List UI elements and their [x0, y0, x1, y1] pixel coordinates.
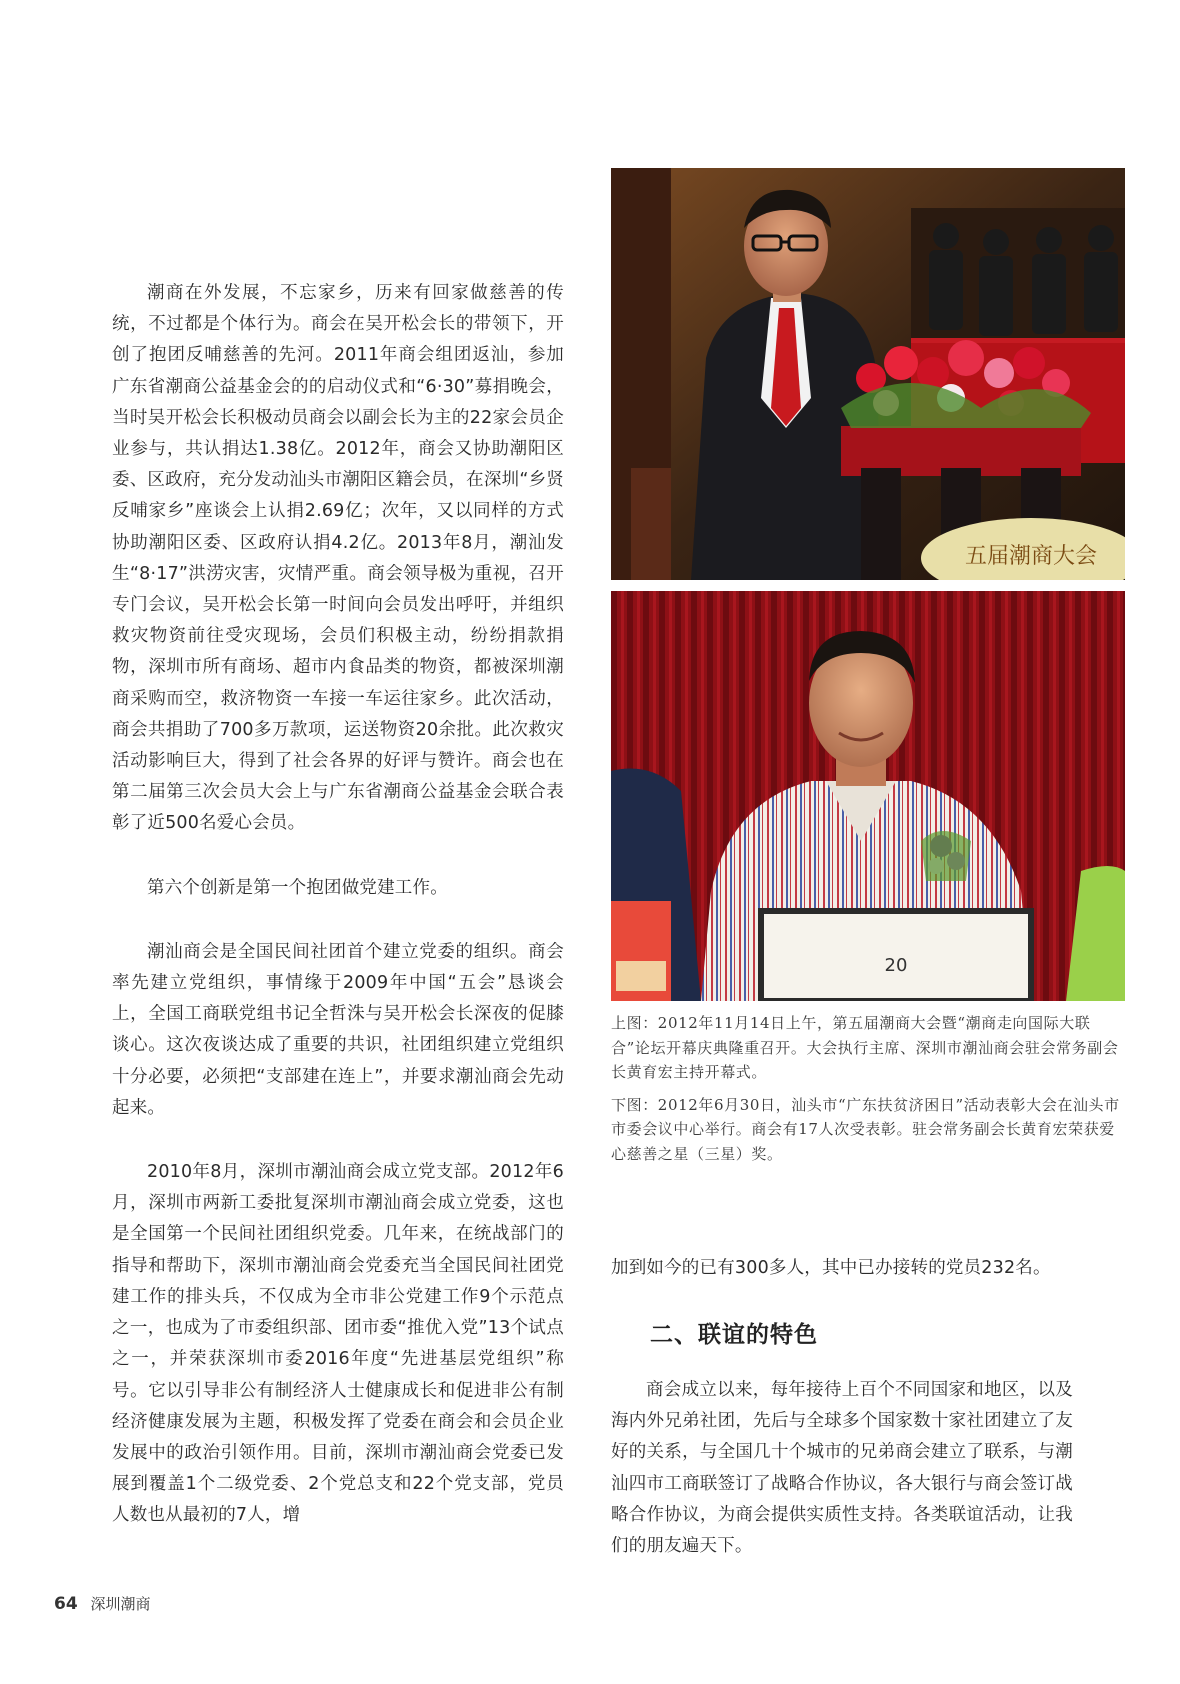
publication-name: 深圳潮商 [90, 1595, 151, 1613]
left-column [112, 278, 564, 1532]
certificate-text: 20 [884, 955, 908, 976]
paragraph-continuation: 加到如今的已有300多人，其中已办接转的党员232名。 [611, 1258, 1051, 1278]
paragraph-friendship: 商会成立以来，每年接待上百个不同国家和地区，以及海内外兄弟社团，先后与全球多个国家数十家社团建立了友好的关系，与全国几十个城市的兄弟商会建立了联系，与潮汕四市工商联签订了战略合作协议，各大银行与商会签订战略合作协议，为商会提供实质性支持。各类联谊活动，让我们的朋友遍天下。 [611, 1380, 1073, 1557]
photo-speaker-podium [611, 168, 1125, 580]
caption-bottom: 下图：2012年6月30日，汕头市“广东扶贫济困日”活动表彰大会在汕头市市委会议中心举行。商会有17人次受表彰。驻会常务副会长黄育宏荣获爱心慈善之星（三星）奖。 [611, 1095, 1120, 1163]
paragraph-party-branch: 2010年8月，深圳市潮汕商会成立党支部。2012年6月，深圳市两新工委批复深圳市潮汕商会成立党委，这也是全国第一个民间社团组织党委。几年来，在统战部门的指导和帮助下，深圳市潮汕商会党委充当全国民间社团党建工作的排头兵，不仅成为全市非公党建工作9个示范点之一，也成为了市委组织部、团市委“推优入党”13个试点之一，并荣获深圳市委2016年度“先进基层党组织”称号。它以引导非公有制经济人士健康成长和促进非公有制经济健康发展为主题，积极发挥了党委在商会和会员企业发展中的政治引领作用。目前，深圳市潮汕商会党委已发展到覆盖1个二级党委、2个党总支和22个党支部，党员人数也从最初的7人，增 [112, 1162, 564, 1526]
banner-text: 五届潮商大会 [964, 544, 1098, 569]
paragraph-charity: 潮商在外发展，不忘家乡，历来有回家做慈善的传统，不过都是个体行为。商会在吴开松会长的带领下，开创了抱团反哺慈善的先河。2011年商会组团返汕，参加广东省潮商公益基金会的的启动仪式和“6·30”募捐晚会，当时吴开松会长积极动员商会以副会长为主的22家会员企业参与，共认捐达1.38亿。2012年，商会又协助潮阳区委、区政府，充分发动汕头市潮阳区籍会员，在深圳“乡贤反哺家乡”座谈会上认捐2.69亿；次年，又以同样的方式协助潮阳区委、区政府认捐4.2亿。2013年8月，潮汕发生“8·17”洪涝灾害，灾情严重。商会领导极为重视，召开专门会议，吴开松会长第一时间向会员发出呼吁，并组织救灾物资前往受灾现场，会员们积极主动，纷纷捐款捐物，深圳市所有商场、超市内食品类的物资，都被深圳潮商采购而空，救济物资一车接一车运往家乡。此次活动，商会共捐助了700多万款项，运送物资20余批。此次救灾活动影响巨大，得到了社会各界的好评与赞许。商会也在第二届第三次会员大会上与广东省潮商公益基金会联合表彰了近500名爱心会员。 [112, 283, 564, 834]
section-heading-friendship: 二、联谊的特色 [650, 1322, 818, 1348]
photo-award-ceremony [611, 591, 1125, 1001]
right-column-friendship [611, 1375, 1073, 1562]
paragraph-party-committee: 潮汕商会是全国民间社团首个建立党委的组织。商会率先建立党组织，事情缘于2009年中国“五会”恳谈会上，全国工商联党组书记全哲洙与吴开松会长深夜的促膝谈心。这次夜谈达成了重要的共识，社团组织建立党组织十分必要，必须把“支部建在连上”，并要求潮汕商会先动起来。 [112, 941, 564, 1118]
page-number: 64 [54, 1594, 78, 1614]
page-footer [54, 1593, 150, 1614]
right-column-continuation [611, 1253, 1073, 1284]
caption-top: 上图：2012年11月14日上午，第五届潮商大会暨“潮商走向国际大联合”论坛开幕庆典隆重召开。大会执行主席、深圳市潮汕商会驻会常务副会长黄育宏主持开幕式。 [611, 1014, 1119, 1081]
paragraph-sixth-innovation: 第六个创新是第一个抱团做党建工作。 [147, 877, 448, 898]
photo-captions [611, 1011, 1125, 1166]
